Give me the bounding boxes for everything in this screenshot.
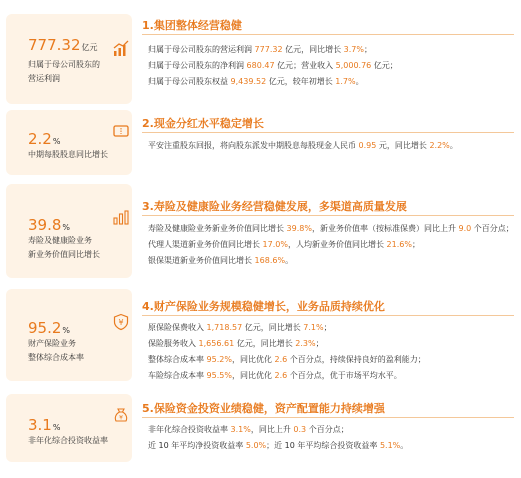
body-line — [148, 44, 372, 55]
section-divider — [142, 132, 514, 133]
text-run: ，人均新业务价值同比增长 — [287, 240, 387, 249]
text-run: ，同比优化 — [231, 371, 275, 380]
section-title: 5.保险资金投资业绩稳健，资产配置能力持续增强 — [142, 402, 385, 415]
text-run: 亿元，同比增长 — [242, 323, 304, 332]
svg-text:¥: ¥ — [118, 318, 124, 327]
highlight-figure: 2.2% — [429, 141, 450, 150]
text-run: 非年化综合投资收益率 — [148, 425, 231, 434]
text-run: 亿元； — [371, 61, 398, 70]
text-run: 亿元，同比增长 — [234, 339, 296, 348]
section-divider — [142, 215, 514, 216]
text-run: 亿元，同比增长 — [282, 45, 344, 54]
text-run: 归属于母公司股东的营运利润 — [148, 45, 255, 54]
text-run: ； — [363, 45, 372, 54]
highlight-figure: 3.7% — [343, 45, 364, 54]
highlight-figure: 9.0 — [458, 224, 472, 233]
text-run: ，同比上升 — [250, 425, 294, 434]
body-line — [148, 440, 408, 451]
body-line — [148, 338, 324, 349]
highlight-figure: 21.6% — [386, 240, 412, 249]
text-run: 个百分点； — [306, 425, 349, 434]
metric-card-dividend — [6, 110, 132, 175]
highlight-figure: 680.47 — [246, 61, 275, 70]
text-run: 保险服务收入 — [148, 339, 199, 348]
body-line — [148, 255, 293, 266]
text-run: 归属于母公司股东的净利润 — [148, 61, 247, 70]
text-run: 个百分点，优于市场平均水平。 — [287, 371, 402, 380]
highlight-figure: 2.3% — [295, 339, 316, 348]
highlight-figure: 39.8% — [286, 224, 312, 233]
text-run: 原保险保费收入 — [148, 323, 207, 332]
metric-caption: 归属于母公司股东的 营运利润 — [28, 60, 100, 83]
text-run: 整体综合成本率 — [148, 355, 207, 364]
highlight-figure: 95.5% — [206, 371, 232, 380]
highlight-figure: 5.0% — [245, 441, 267, 450]
metric-value: 39.8% — [28, 216, 71, 234]
text-run: 。 — [449, 141, 458, 150]
body-line — [148, 322, 332, 333]
metric-caption: 寿险及健康险业务 新业务价值同比增长 — [28, 236, 100, 259]
svg-text:¥: ¥ — [119, 414, 123, 422]
body-line — [148, 76, 364, 87]
text-run: ，同比优化 — [231, 355, 275, 364]
section-divider — [142, 417, 514, 418]
body-line — [148, 60, 398, 71]
highlight-figure: 0.95 — [358, 141, 377, 150]
metric-caption: 中期每股股息同比增长 — [28, 150, 108, 159]
text-run: ； — [411, 240, 420, 249]
text-run: 归属于母公司股东权益 — [148, 77, 231, 86]
text-run: 平安注重股东回报，将向股东派发中期股息每股现金人民币 — [148, 141, 359, 150]
section-title: 2.现金分红水平稳定增长 — [142, 117, 264, 130]
metric-value: 777.32亿元 — [28, 36, 98, 54]
text-run: 车险综合成本率 — [148, 371, 207, 380]
body-line — [148, 424, 349, 435]
metric-card-life-insurance — [6, 184, 132, 278]
highlight-figure: 17.0% — [262, 240, 288, 249]
section-title: 3.寿险及健康险业务经营稳健发展，多渠道高质量发展 — [142, 200, 407, 213]
highlight-figure: 1,656.61 — [198, 339, 235, 348]
metric-card-investment — [6, 394, 132, 462]
text-run: 个百分点，持续保持良好的盈利能力； — [287, 355, 426, 364]
highlight-figure: 168.6% — [254, 256, 286, 265]
text-run: 。 — [400, 441, 409, 450]
highlight-figure: 5,000.76 — [335, 61, 372, 70]
body-line — [148, 370, 402, 381]
text-run: 近 10 年平均净投资收益率 — [148, 441, 246, 450]
metric-value: 3.1% — [28, 416, 61, 434]
text-run: ；近 10 年平均综合投资收益率 — [266, 441, 380, 450]
bar-chart-up-icon — [112, 40, 130, 58]
text-run: 元，同比增长 — [376, 141, 430, 150]
body-line — [148, 239, 420, 250]
yuan-shield-icon — [112, 313, 130, 331]
text-run: 银保渠道新业务价值同比增长 — [148, 256, 255, 265]
highlight-figure: 7.1% — [303, 323, 324, 332]
highlight-figure: 0.3 — [293, 425, 307, 434]
highlight-figure: 1.7% — [335, 77, 356, 86]
body-line — [148, 140, 458, 151]
highlight-figure: 95.2% — [206, 355, 232, 364]
highlight-figure: 9,439.52 — [230, 77, 267, 86]
text-run: 。 — [355, 77, 364, 86]
highlight-figure: 2.6 — [274, 355, 288, 364]
text-run: ，新业务价值率（按标准保费）同比上升 — [311, 224, 459, 233]
metric-card-group-profit — [6, 14, 132, 104]
text-run: 个百分点； — [471, 224, 514, 233]
highlight-figure: 5.1% — [379, 441, 401, 450]
text-run: 亿元，较年初增长 — [266, 77, 336, 86]
section-title: 4.财产保险业务规模稳健增长，业务品质持续优化 — [142, 300, 385, 313]
section-divider — [142, 315, 514, 316]
metric-value: 2.2% — [28, 130, 61, 148]
text-run: 亿元；营业收入 — [274, 61, 336, 70]
text-run: 。 — [285, 256, 294, 265]
text-run: 寿险及健康险业务新业务价值同比增长 — [148, 224, 287, 233]
body-line — [148, 223, 514, 234]
metric-value: 95.2% — [28, 319, 71, 337]
highlight-figure: 777.32 — [254, 45, 283, 54]
section-title: 1.集团整体经营稳健 — [142, 19, 242, 32]
metric-card-property-insurance — [6, 289, 132, 381]
highlight-figure: 2.6 — [274, 371, 288, 380]
ticket-icon — [112, 122, 130, 140]
metric-caption: 财产保险业务 整体综合成本率 — [28, 339, 84, 362]
text-run: ； — [323, 323, 332, 332]
highlight-figure: 1,718.57 — [206, 323, 243, 332]
highlight-figure: 3.1% — [230, 425, 251, 434]
text-run: ； — [315, 339, 324, 348]
section-divider — [142, 34, 514, 35]
metric-caption: 非年化综合投资收益率 — [28, 436, 108, 445]
growth-bars-icon — [112, 208, 130, 226]
body-line — [148, 354, 426, 365]
money-bag-icon — [112, 406, 130, 424]
text-run: 代理人渠道新业务价值同比增长 — [148, 240, 263, 249]
